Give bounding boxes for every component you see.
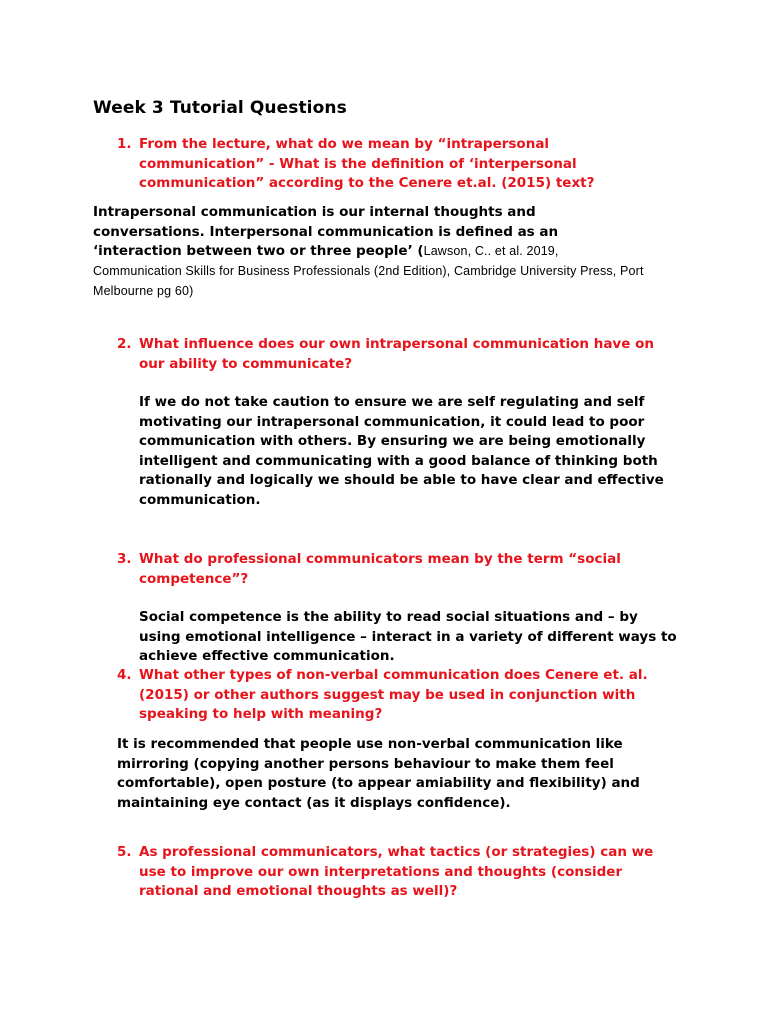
question-number: 4. [117, 667, 132, 683]
question-text: From the lecture, what do we mean by “intrapersonal communication” - What is the definition of ‘interpersonal communication” according to the Cenere et.al. (2015) text? [139, 136, 595, 191]
question-number: 1. [117, 136, 132, 152]
answer-reference-inline: Lawson, C.. et al. 2019, [423, 244, 559, 258]
answer-2: If we do not take caution to ensure we are self regulating and self motivating our intrapersonal communication, it could lead to poor communication with others. By ensuring we are being emotionally intelligent and communicating with a good balance of thinking both rationally and logically we should be able to have clear and effective communication. [139, 394, 664, 508]
question-number: 3. [117, 551, 132, 567]
question-1 [117, 135, 637, 194]
answer-text: Intrapersonal communication is our internal thoughts and conversations. Interpersonal communication is defined as an ‘interaction between two or three people’ ( [93, 204, 559, 259]
answer-3: Social competence is the ability to read social situations and – by using emotional intelligence – interact in a variety of different ways to achieve effective communication. [139, 609, 677, 664]
question-text: As professional communicators, what tactics (or strategies) can we use to improve our own interpretations and thoughts (consider rational and emotional thoughts as well)? [139, 844, 654, 899]
question-4 [117, 666, 677, 725]
question-text: What influence does our own intrapersonal communication have on our ability to communicate? [139, 336, 654, 372]
question-number: 5. [117, 844, 132, 860]
question-2 [117, 335, 657, 374]
answer-1 [93, 203, 573, 262]
answer-4: It is recommended that people use non-verbal communication like mirroring (copying another persons behaviour to make them feel comfortable), open posture (to appear amiability and flexibility) and maintaining eye contact (as it displays confidence). [117, 736, 640, 811]
question-number: 2. [117, 336, 132, 352]
question-text: What do professional communicators mean by the term “social competence”? [139, 551, 621, 587]
question-5 [117, 843, 657, 902]
page-title: Week 3 Tutorial Questions [93, 98, 347, 118]
question-3 [117, 550, 677, 589]
question-text: What other types of non-verbal communication does Cenere et. al. (2015) or other authors suggest may be used in conjunction with speaking to help with meaning? [139, 667, 648, 722]
answer-1-reference: Communication Skills for Business Professionals (2nd Edition), Cambridge University Press, Port Melbourne pg 60) [93, 264, 644, 298]
